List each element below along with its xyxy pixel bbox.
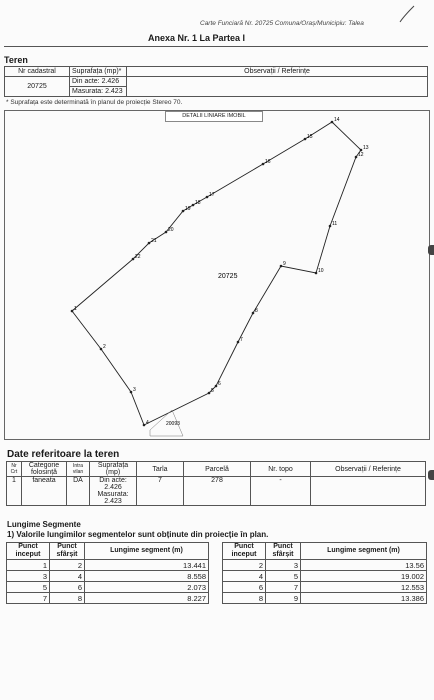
- vertex-label: 19: [185, 206, 191, 212]
- vertex-point: [182, 210, 185, 213]
- segment-row: [223, 560, 427, 571]
- vertex-label: 2: [103, 344, 106, 350]
- document-reference: Carte Funciară Nr. 20725 Comuna/Oraș/Municipiu: Talea: [200, 20, 364, 27]
- col-cadastral-header: Nr cadastral: [5, 67, 70, 77]
- row-observatii: [311, 477, 426, 506]
- date-referitoare-table: [6, 461, 426, 506]
- vertex-point: [237, 341, 240, 344]
- col-intravilan-header: Intra vilan: [67, 462, 90, 477]
- segment-row: [223, 571, 427, 582]
- segment-start: 1: [7, 560, 50, 571]
- segment-end: 5: [266, 571, 301, 582]
- vertex-point: [130, 391, 133, 394]
- row-categorie: faneata: [22, 477, 67, 506]
- col-start-header: Punct inceput: [223, 543, 266, 560]
- vertex-label: 16: [265, 159, 271, 165]
- observatii-cell: [127, 77, 428, 97]
- vertex-point: [355, 156, 358, 159]
- segment-start: 7: [7, 593, 50, 604]
- vertex-label: 11: [332, 221, 338, 227]
- col-start-header: Punct inceput: [7, 543, 50, 560]
- col-suprafata-header: Suprafața (mp)*: [70, 67, 127, 77]
- segment-row: [7, 593, 209, 604]
- vertex-label: 14: [334, 117, 340, 123]
- segment-length: 19.002: [301, 571, 427, 582]
- vertex-point: [252, 312, 255, 315]
- vertex-label: 6: [218, 381, 221, 387]
- segments-table-right: [222, 542, 427, 604]
- vertex-point: [331, 121, 334, 124]
- segment-start: 8: [223, 593, 266, 604]
- neighbor-id-label: 20093: [166, 421, 180, 427]
- vertex-point: [304, 138, 307, 141]
- area-note: * Suprafața este determinată în planul de proiecție Stereo 70.: [6, 99, 183, 106]
- segment-end: 4: [50, 571, 85, 582]
- segment-end: 8: [50, 593, 85, 604]
- segment-row: [223, 582, 427, 593]
- segment-end: 2: [50, 560, 85, 571]
- segment-start: 4: [223, 571, 266, 582]
- vertex-point: [262, 163, 265, 166]
- col-parcela-header: Parcelă: [184, 462, 251, 477]
- vertex-point: [71, 310, 74, 313]
- vertex-point: [280, 265, 283, 268]
- segment-length: 13.441: [85, 560, 209, 571]
- vertex-point: [192, 204, 195, 207]
- vertex-label: 9: [283, 261, 286, 267]
- annex-title: Anexa Nr. 1 La Partea I: [148, 33, 246, 43]
- vertex-label: 21: [151, 238, 157, 244]
- segment-length: 13.386: [301, 593, 427, 604]
- vertex-label: 13: [363, 145, 369, 151]
- vertex-point: [315, 272, 318, 275]
- vertex-label: 5: [211, 388, 214, 394]
- col-end-header: Punct sfârșit: [50, 543, 85, 560]
- segment-length: 8.227: [85, 593, 209, 604]
- vertex-label: 12: [358, 152, 364, 158]
- segment-length: 13.56: [301, 560, 427, 571]
- row-nr: 1: [7, 477, 22, 506]
- vertex-point: [215, 385, 218, 388]
- segment-length: 8.558: [85, 571, 209, 582]
- vertex-label: 3: [133, 387, 136, 393]
- segment-row: [7, 560, 209, 571]
- vertex-point: [132, 258, 135, 261]
- parcel-id-label: 20725: [218, 273, 238, 280]
- row-parcela: 278: [184, 477, 251, 506]
- segment-row: [7, 571, 209, 582]
- segment-end: 6: [50, 582, 85, 593]
- segment-end: 7: [266, 582, 301, 593]
- row-suprafata-acte: Din acte: 2.426: [99, 477, 127, 491]
- vertex-point: [100, 348, 103, 351]
- row-topo: -: [251, 477, 311, 506]
- segment-row: [7, 582, 209, 593]
- row-tarla: 7: [137, 477, 184, 506]
- cadastral-number: 20725: [5, 77, 70, 97]
- vertex-point: [148, 242, 151, 245]
- vertex-label: 8: [255, 308, 258, 314]
- segment-start: 6: [223, 582, 266, 593]
- teren-section-title: Teren: [4, 55, 28, 65]
- vertex-label: 4: [146, 420, 149, 426]
- vertex-point: [208, 392, 211, 395]
- vertex-point: [143, 424, 146, 427]
- vertex-label: 1: [74, 306, 77, 312]
- date-referitoare-title: Date referitoare la teren: [7, 449, 120, 460]
- col-categorie-header: Categorie folosință: [22, 462, 67, 477]
- vertex-point: [206, 196, 209, 199]
- col-suprafata-header: Suprafața (mp): [90, 462, 137, 477]
- plan-title: DETALII LINIARE IMOBIL: [165, 111, 263, 122]
- lungime-title: Lungime Segmente: [7, 520, 81, 529]
- vertex-label: 22: [135, 254, 141, 260]
- row-suprafata: [90, 477, 137, 506]
- teren-table: [4, 66, 428, 97]
- segment-end: 9: [266, 593, 301, 604]
- segment-start: 3: [7, 571, 50, 582]
- segment-length: 12.553: [301, 582, 427, 593]
- vertex-label: 7: [240, 337, 243, 343]
- vertex-label: 18: [195, 200, 201, 206]
- segment-start: 2: [223, 560, 266, 571]
- vertex-label: 17: [209, 192, 215, 198]
- segments-table-left: [6, 542, 209, 604]
- parcel-plan: [4, 110, 428, 438]
- vertex-label: 20: [168, 227, 174, 233]
- segment-length: 2.073: [85, 582, 209, 593]
- lungime-subtitle: 1) Valorile lungimilor segmentelor sunt obținute din proiecție în plan.: [7, 530, 269, 539]
- segment-start: 5: [7, 582, 50, 593]
- signature-mark-icon: [384, 4, 424, 24]
- area-acte: Din acte: 2.426: [70, 77, 127, 87]
- col-nr-header: Nr Crt: [7, 462, 22, 477]
- row-suprafata-masurata: Masurata: 2.423: [97, 491, 129, 505]
- col-length-header: Lungime segment (m): [85, 543, 209, 560]
- segment-end: 3: [266, 560, 301, 571]
- col-topo-header: Nr. topo: [251, 462, 311, 477]
- col-tarla-header: Tarla: [137, 462, 184, 477]
- scan-edge-mark: [428, 245, 434, 255]
- vertex-point: [329, 225, 332, 228]
- segment-row: [223, 593, 427, 604]
- vertex-point: [165, 231, 168, 234]
- area-masurata: Masurata: 2.423: [70, 87, 127, 97]
- scan-edge-mark: [428, 470, 434, 480]
- vertex-label: 10: [318, 268, 324, 274]
- col-observatii-header: Observații / Referințe: [127, 67, 428, 77]
- col-length-header: Lungime segment (m): [301, 543, 427, 560]
- row-intravilan: DA: [67, 477, 90, 506]
- col-observatii-header: Observații / Referințe: [311, 462, 426, 477]
- vertex-label: 15: [307, 134, 313, 140]
- col-end-header: Punct sfârșit: [266, 543, 301, 560]
- vertex-point: [360, 149, 363, 152]
- divider: [4, 46, 428, 47]
